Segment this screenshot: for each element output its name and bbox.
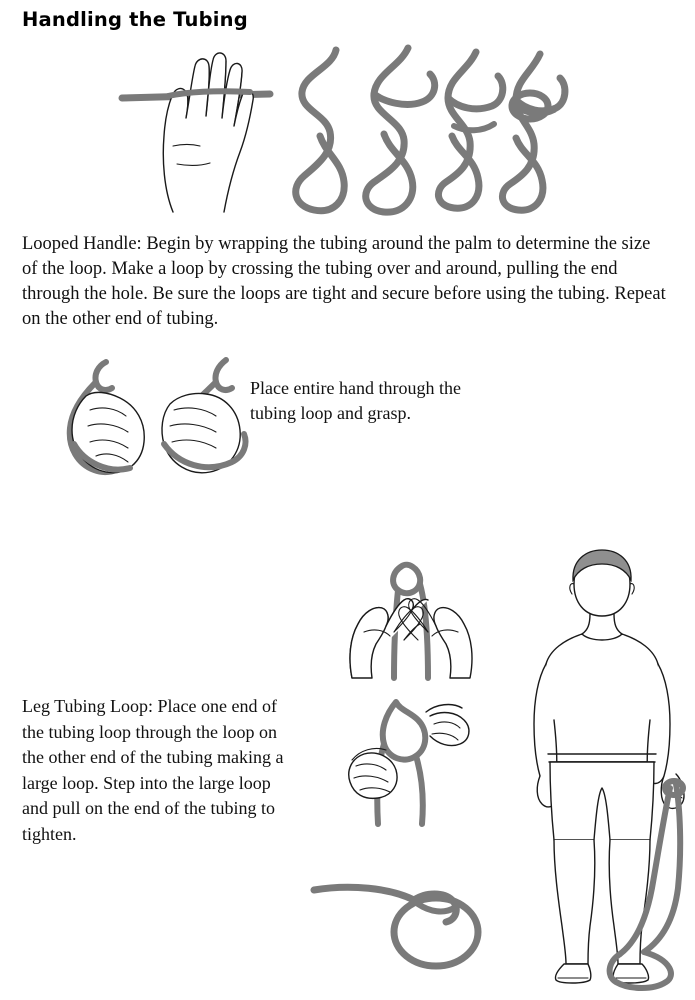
paragraph-looped-handle: Looped Handle: Begin by wrapping the tubing around the palm to determine the size of the loop. Make a loop by crossing the tubing over and around, pulling the end through the hole. Be sure the loops are tight and secure before using the tubing. Repeat on the other end of tubing. bbox=[22, 234, 666, 329]
fig-fist-loop-right bbox=[148, 352, 258, 492]
fig-hands-pull-knot bbox=[330, 690, 490, 830]
fig-two-hands-knot bbox=[330, 550, 490, 690]
fig-knot-steps bbox=[280, 40, 570, 220]
paragraph-place-hand: Place entire hand through the tubing loop and grasp. bbox=[250, 378, 461, 423]
fig-large-loop bbox=[310, 870, 500, 980]
fig-hand-wrap bbox=[120, 40, 290, 220]
fig-standing-figure bbox=[520, 548, 690, 988]
page-title: Handling the Tubing bbox=[22, 8, 248, 31]
fig-fist-loop-left bbox=[50, 352, 160, 492]
paragraph-leg-tubing: Leg Tubing Loop: Place one end of the tubing loop through the loop on the other end of the tubing making a large loop. Step into the large loop and pull on the end of the tubing to tighten. bbox=[22, 696, 284, 844]
